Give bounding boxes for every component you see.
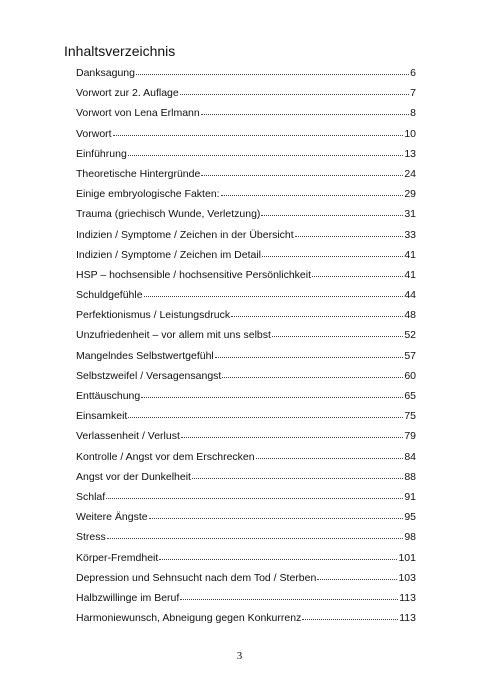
toc-entry-page: 88	[404, 470, 416, 483]
toc-dot-leader	[149, 518, 404, 519]
toc-entry	[76, 86, 416, 106]
toc-entry	[76, 308, 416, 328]
toc-entry	[76, 490, 416, 510]
toc-entry-page: 57	[404, 349, 416, 362]
toc-dot-leader	[221, 195, 404, 196]
toc-entry-page: 24	[404, 167, 416, 180]
toc-entry	[76, 187, 416, 207]
toc-entry-page: 98	[404, 531, 416, 544]
toc-entry	[76, 470, 416, 490]
toc-entry-label: Indizien / Symptome / Zeichen im Detail	[76, 248, 261, 261]
toc-dot-leader	[295, 236, 404, 237]
toc-dot-leader	[180, 599, 398, 600]
toc-entry-page: 7	[410, 87, 416, 100]
toc-dot-leader	[201, 175, 403, 176]
toc-entry	[76, 591, 416, 611]
toc-dot-leader	[107, 538, 404, 539]
toc-dot-leader	[272, 336, 403, 337]
toc-entry-label: Danksagung	[76, 67, 135, 79]
toc-title: Inhaltsverzeichnis	[64, 43, 176, 59]
toc-dot-leader	[136, 74, 409, 75]
toc-entry	[76, 228, 416, 248]
toc-entry-page: 65	[404, 390, 416, 402]
toc-entry	[76, 147, 416, 167]
toc-entry-label: Einsamkeit	[76, 410, 128, 423]
toc-entry-label: Perfektionismus / Leistungsdruck	[76, 309, 231, 322]
toc-entry	[76, 369, 416, 389]
toc-dot-leader	[312, 276, 403, 277]
toc-entry-label: Einführung	[76, 147, 127, 160]
toc-entry-page: 79	[404, 430, 416, 443]
toc-entry	[76, 127, 416, 147]
toc-entry-page: 84	[404, 450, 416, 463]
toc-entry-page: 113	[399, 612, 416, 625]
toc-entry-page: 60	[404, 369, 416, 382]
toc-entry	[76, 551, 416, 571]
toc-entry-label: Angst vor der Dunkelheit	[76, 470, 191, 483]
toc-entry	[76, 349, 416, 369]
toc-entry-page: 41	[404, 248, 416, 261]
toc-entry	[76, 66, 416, 86]
toc-entry-label: Stress	[76, 531, 106, 544]
toc-dot-leader	[317, 579, 397, 580]
toc-entry-label: Unzufriedenheit – vor allem mit uns selbst	[76, 329, 271, 342]
toc-entry	[76, 530, 416, 550]
toc-entry	[76, 207, 416, 227]
toc-entry-label: Harmoniewunsch, Abneigung gegen Konkurrenz	[76, 612, 302, 625]
page-number: 3	[236, 650, 243, 662]
toc-entry-label: Indizien / Symptome / Zeichen in der Übersicht	[76, 228, 294, 241]
toc-dot-leader	[222, 377, 403, 378]
toc-entry	[76, 248, 416, 268]
toc-entry-page: 33	[404, 228, 416, 241]
toc-entry-page: 113	[399, 591, 416, 604]
toc-entry-label: Selbstzweifel / Versagensangst	[76, 369, 222, 382]
toc-entry	[76, 106, 416, 126]
toc-entry	[76, 611, 416, 631]
toc-entry-label: Enttäuschung	[76, 390, 141, 402]
toc-entry-label: Schlaf	[76, 490, 106, 503]
toc-dot-leader	[181, 437, 403, 438]
toc-entry-label: Mangelndes Selbstwertgefühl	[76, 349, 214, 362]
toc-dot-leader	[192, 478, 403, 479]
toc-entry	[76, 510, 416, 530]
toc-entry-label: Halbzwillinge im Beruf	[76, 591, 180, 604]
toc-entry-label: Vorwort von Lena Erlmann	[76, 107, 200, 120]
toc-dot-leader	[106, 498, 403, 499]
toc-dot-leader	[215, 357, 404, 358]
toc-dot-leader	[256, 458, 404, 459]
toc-entry-page: 95	[404, 511, 416, 524]
toc-entry	[76, 268, 416, 288]
toc-dot-leader	[113, 135, 404, 136]
toc-entry-label: Theoretische Hintergründe	[76, 167, 201, 180]
toc-entry-label: Schuldgefühle	[76, 289, 143, 302]
toc-entry-label: Vorwort zur 2. Auflage	[76, 87, 179, 100]
toc-entry	[76, 450, 416, 470]
toc-entry	[76, 429, 416, 449]
toc-entry-label: Vorwort	[76, 127, 112, 140]
toc-entry-page: 6	[410, 67, 416, 79]
toc-dot-leader	[128, 417, 403, 418]
toc-entry-page: 75	[404, 410, 416, 423]
toc-entry-label: Kontrolle / Angst vor dem Erschrecken	[76, 450, 255, 463]
toc-dot-leader	[180, 94, 409, 95]
toc-entry-label: Trauma (griechisch Wunde, Verletzung)	[76, 208, 261, 221]
toc-entry-label: Einige embryologische Fakten:	[76, 188, 220, 201]
toc-entry-page: 91	[404, 490, 416, 503]
toc-entry-page: 8	[410, 107, 416, 120]
toc-entry-page: 41	[404, 268, 416, 281]
toc-entry-label: Körper-Fremdheit	[76, 551, 159, 564]
toc-entry-page: 101	[398, 551, 416, 564]
toc-entry-page: 48	[404, 309, 416, 322]
toc-entry-page: 29	[404, 188, 416, 201]
toc-dot-leader	[201, 114, 409, 115]
toc-entry-page: 31	[404, 208, 416, 221]
toc-dot-leader	[302, 619, 398, 620]
toc-entry-page: 52	[404, 329, 416, 342]
toc-dot-leader	[262, 256, 403, 257]
toc-dot-leader	[261, 215, 403, 216]
toc-list	[76, 66, 416, 631]
toc-entry-page: 13	[404, 147, 416, 160]
toc-dot-leader	[144, 296, 404, 297]
toc-entry-page: 10	[404, 127, 416, 140]
toc-dot-leader	[141, 397, 403, 398]
toc-entry	[76, 389, 416, 409]
toc-entry	[76, 328, 416, 348]
toc-entry-label: Depression und Sehnsucht nach dem Tod / Sterben	[76, 571, 317, 584]
toc-entry	[76, 409, 416, 429]
toc-entry-label: Weitere Ängste	[76, 511, 148, 524]
toc-entry-label: HSP – hochsensible / hochsensitive Persönlichkeit	[76, 268, 312, 281]
toc-entry	[76, 288, 416, 308]
toc-dot-leader	[231, 316, 403, 317]
toc-entry-page: 44	[404, 289, 416, 302]
toc-dot-leader	[128, 155, 404, 156]
toc-entry	[76, 571, 416, 591]
toc-entry-label: Verlassenheit / Verlust	[76, 430, 180, 443]
toc-dot-leader	[159, 559, 397, 560]
toc-entry	[76, 167, 416, 187]
toc-entry-page: 103	[398, 571, 416, 584]
